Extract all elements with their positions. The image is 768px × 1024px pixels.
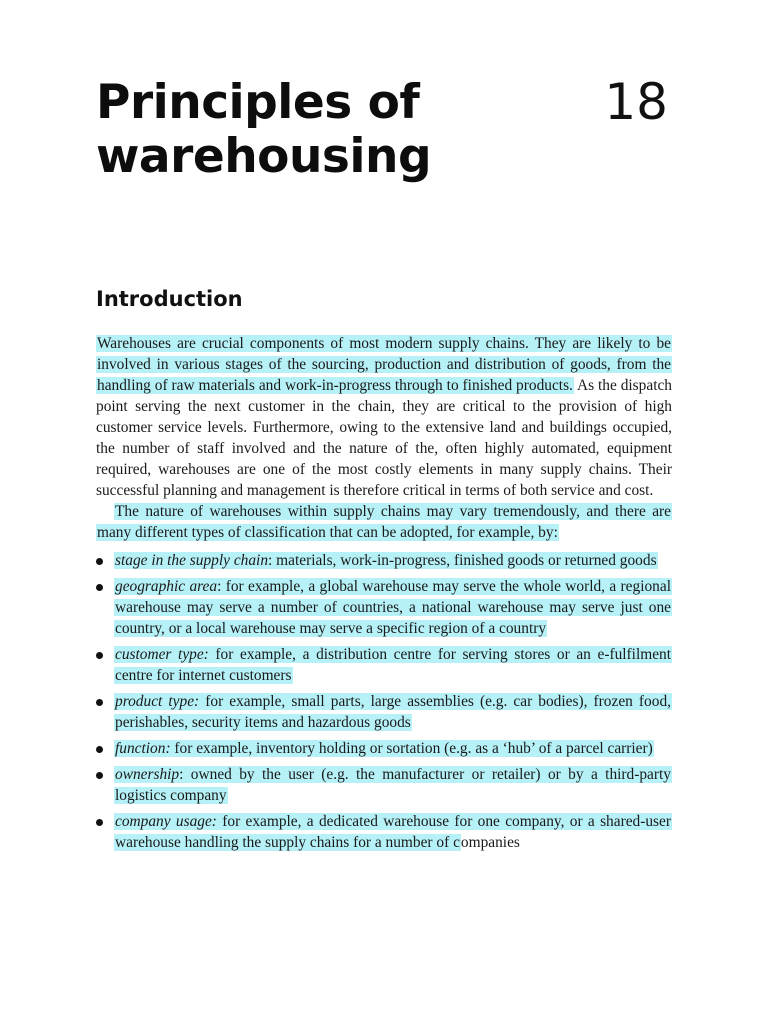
list-item-text-tail: ompanies [460, 834, 520, 851]
list-item [96, 644, 672, 686]
list-item-text: for example, a distribution centre for serving stores or an e-fulfilment centre for internet customers [115, 646, 672, 684]
chapter-title-line-2: warehousing [96, 129, 432, 184]
list-item-text: : materials, work-in-progress, finished goods or returned goods [268, 552, 657, 569]
highlighted-text [114, 552, 658, 569]
highlighted-text [114, 646, 672, 684]
list-item [96, 811, 672, 853]
highlighted-text [114, 693, 672, 731]
bullet-icon [96, 699, 103, 706]
highlighted-text: Warehouses are crucial components of most modern supply chains. They are likely to be involved in various stages of the sourcing, production and distribution of goods, from the handling of raw materials and work-in-progress through to finished products. [97, 335, 671, 394]
list-item-text: for example, inventory holding or sortation (e.g. as a ‘hub’ of a parcel carrier) [170, 740, 653, 757]
bullet-icon [96, 558, 103, 565]
paragraph-text: As the dispatch point serving the next customer in the chain, they are critical to the provision of high customer service levels. Furthermore, owing to the extensive land and buildings occupied, the number of staff involved and the nature of the, often highly automated, equipment required, warehouses are one of the most costly elements in many supply chains. Their successful planning and management is therefore critical in terms of both service and cost. [96, 377, 672, 499]
list-item [96, 764, 672, 806]
bullet-icon [96, 652, 103, 659]
highlighted-text: The nature of warehouses within supply chains may vary tremendously, and there are many different types of classification that can be adopted, for example, by: [97, 503, 671, 541]
list-item [96, 738, 672, 759]
highlighted-text [114, 740, 654, 757]
list-item [96, 550, 672, 571]
list-item-text: for example, a dedicated warehouse for one company, or a shared-user warehouse handling the supply chains for a number of c [115, 813, 672, 851]
list-item-term: stage in the supply chain [115, 552, 269, 569]
highlighted-text [114, 813, 672, 851]
list-item-term: function: [115, 740, 171, 757]
paragraph-1 [96, 333, 672, 501]
highlighted-text [114, 766, 672, 804]
highlighted-text [114, 578, 672, 637]
list-item-term: customer type: [115, 646, 209, 663]
paragraph-2 [96, 501, 672, 543]
chapter-title-line-1: Principles of [96, 75, 420, 130]
classification-list [96, 550, 672, 853]
list-item [96, 691, 672, 733]
list-item [96, 576, 672, 639]
bullet-icon [96, 584, 103, 591]
list-item-term: product type: [115, 693, 200, 710]
bullet-icon [96, 772, 103, 779]
bullet-icon [96, 819, 103, 826]
list-item-text: : owned by the user (e.g. the manufacturer or retailer) or by a third-party logistics company [115, 766, 671, 804]
list-item-term: ownership [115, 766, 180, 783]
list-item-term: company usage: [115, 813, 217, 830]
body-text [96, 333, 672, 858]
list-item-text: : for example, a global warehouse may serve the whole world, a regional warehouse may serve a number of countries, a national warehouse may serve just one country, or a local warehouse may serve a specific region of a country [115, 578, 671, 637]
chapter-number: 18 [604, 73, 668, 131]
bullet-icon [96, 746, 103, 753]
chapter-title [96, 76, 431, 184]
section-heading: Introduction [96, 287, 243, 311]
list-item-text: for example, small parts, large assemblies (e.g. car bodies), frozen food, perishables, security items and hazardous goods [115, 693, 671, 731]
list-item-term: geographic area [115, 578, 218, 595]
